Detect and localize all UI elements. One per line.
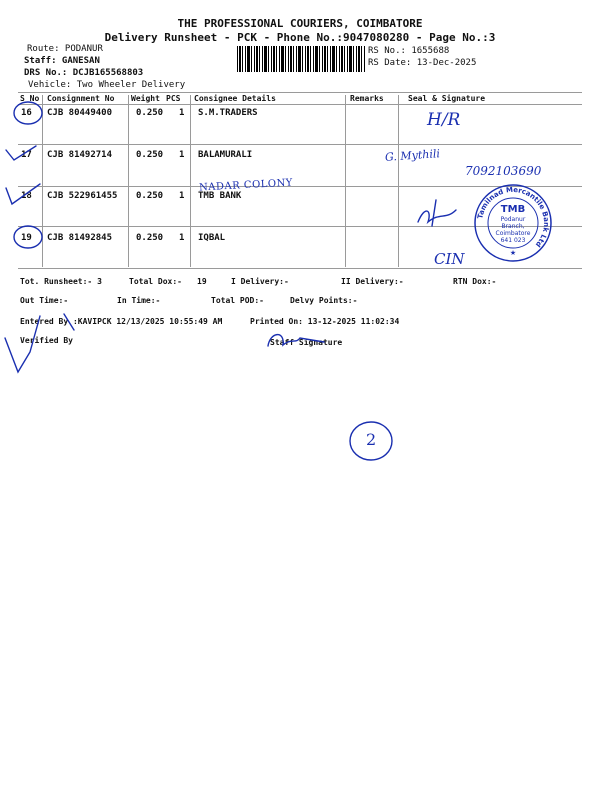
entered-by: Entered By :KAVIPCK 12/13/2025 10:55:49 AM [20, 317, 223, 326]
rs-number: RS No.: 1655688 [368, 46, 450, 56]
tmb-seal-stamp [473, 183, 553, 263]
row-sno: 17 [21, 150, 32, 160]
circle-mark-19 [14, 226, 42, 248]
route: Route: PODANUR [27, 44, 103, 54]
row-pcs: 1 [179, 233, 185, 243]
verified-check-mark [5, 316, 40, 372]
row-weight: 0.250 [136, 108, 164, 118]
rtn-dox: RTN Dox:- [453, 277, 497, 286]
col-header-sno: S No [20, 94, 40, 103]
col-header-consignee: Consignee Details [194, 94, 276, 103]
row-sno: 19 [21, 233, 32, 243]
handwritten-phone: 7092103690 [465, 164, 542, 178]
hr-remark: H/R [427, 110, 461, 130]
tot-runsheet: Tot. Runsheet:- 3 [20, 277, 102, 286]
staff-signature-scribble [268, 335, 324, 346]
runsheet-title: Delivery Runsheet - PCK - Phone No.:9047080280 - Page No.:3 [104, 31, 496, 44]
check-mark-17 [6, 146, 36, 160]
seal-logo: TMB [500, 204, 526, 215]
row-sno: 18 [21, 191, 32, 201]
col-header-seal-signature: Seal & Signature [408, 94, 486, 103]
page-circle [350, 422, 392, 460]
page-circle-number: 2 [366, 430, 377, 449]
col-header-consignment: Consignment No [47, 94, 115, 103]
seal-branch-label: Branch, [501, 223, 525, 230]
printed-on: Printed On: 13-12-2025 11:02:34 [250, 317, 400, 326]
row-consignee: S.M.TRADERS [198, 108, 258, 118]
staff-signature: Staff Signature [270, 338, 343, 347]
row-weight: 0.250 [136, 233, 164, 243]
drs-number: DRS No.: DCJB165568803 [24, 68, 144, 78]
verified-by: Verified By [20, 336, 73, 345]
mythili-signature: G. Mythili [384, 147, 441, 164]
col-header-remarks: Remarks [350, 94, 384, 103]
row-consignment: CJB 80449400 [47, 108, 113, 118]
seal-bank-name: Tamilnad Mercantile Bank Ltd [476, 185, 551, 249]
row-consignment: CJB 522961455 [47, 191, 118, 201]
rs-date: RS Date: 13-Dec-2025 [368, 58, 477, 68]
row-sno: 16 [21, 108, 32, 118]
ii-delivery: II Delivery:- [341, 277, 404, 286]
check-mark-18 [6, 184, 40, 204]
col-header-pcs: PCS [166, 94, 181, 103]
row-weight: 0.250 [136, 191, 164, 201]
row-pcs: 1 [179, 150, 185, 160]
row-consignee: BALAMURALI [198, 150, 253, 160]
vehicle: Vehicle: Two Wheeler Delivery [28, 80, 186, 90]
total-dox-label: Total Dox:- [129, 277, 182, 286]
row-pcs: 1 [179, 108, 185, 118]
seal-branch: Podanur [500, 216, 526, 223]
i-delivery: I Delivery:- [231, 277, 289, 286]
out-time: Out Time:- [20, 296, 69, 305]
delvy-points: Delvy Points:- [290, 296, 358, 305]
row-consignment: CJB 81492845 [47, 233, 113, 243]
row-weight: 0.250 [136, 150, 164, 160]
svg-text:★: ★ [509, 249, 517, 257]
row-consignment: CJB 81492714 [47, 150, 113, 160]
handwritten-cin: CIN [434, 250, 465, 268]
handwritten-nadar-colony: NADAR COLONY [198, 177, 294, 194]
company-name: THE PROFESSIONAL COURIERS, COIMBATORE [177, 17, 423, 30]
total-dox-value: 19 [197, 277, 207, 286]
total-pod: Total POD:- [211, 296, 264, 305]
row-consignee: TMB BANK [198, 191, 242, 201]
entered-by-tick [64, 314, 74, 330]
circle-mark-16 [14, 102, 42, 124]
initials-signature [418, 200, 456, 226]
in-time: In Time:- [117, 296, 161, 305]
row-pcs: 1 [179, 191, 185, 201]
staff: Staff: GANESAN [24, 56, 100, 66]
row-consignee: IQBAL [198, 233, 226, 243]
col-header-weight: Weight [131, 94, 160, 103]
seal-pin: 641 023 [500, 237, 526, 244]
seal-city: Coimbatore [495, 230, 531, 237]
